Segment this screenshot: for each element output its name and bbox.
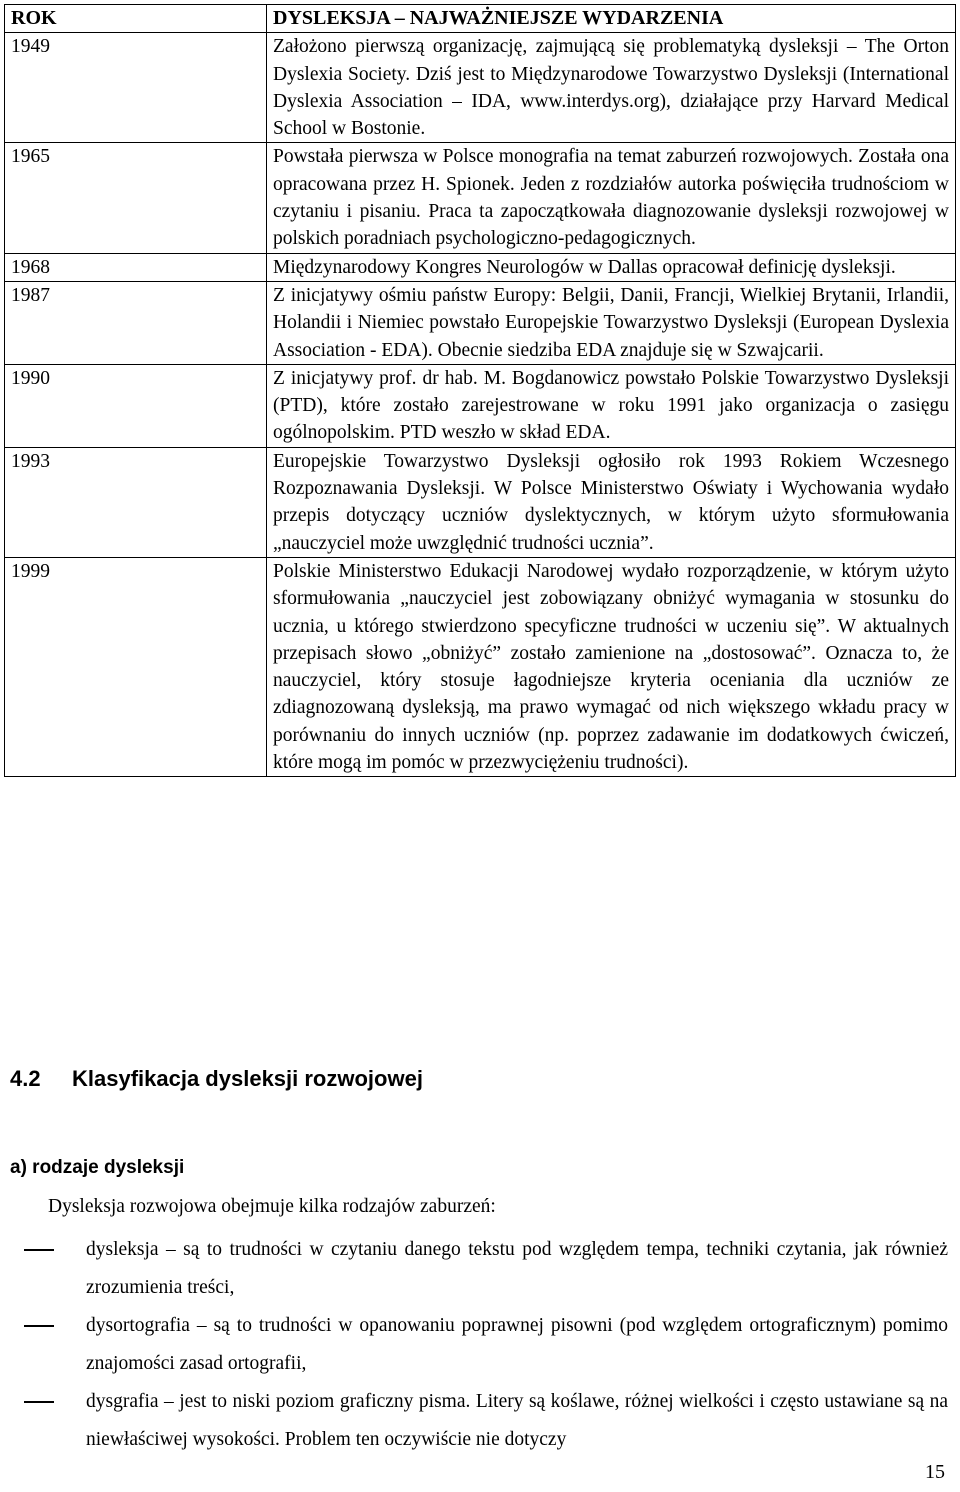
list-item-text: dysleksja – są to trudności w czytaniu danego tekstu pod względem tempa, techniki czytania, jak również zrozumienia treści,	[86, 1239, 948, 1298]
list-item	[10, 1383, 948, 1459]
events-column-header: DYSLEKSJA – NAJWAŻNIEJSZE WYDARZENIA	[267, 5, 956, 33]
dyslexia-timeline-table	[4, 4, 956, 777]
row-description: Europejskie Towarzystwo Dysleksji ogłosiło rok 1993 Rokiem Wczesnego Rozpoznawania Dysleksji. W Polsce Ministerstwo Oświaty i Wychowania wydało przepis dotyczący uczniów dyslektycznych, w którym użyto sformułowania „nauczyciel może uwzględnić trudności ucznia”.	[267, 447, 956, 557]
subsection-heading: a) rodzaje dysleksji	[10, 1157, 185, 1178]
row-description: Z inicjatywy ośmiu państw Europy: Belgii, Danii, Francji, Wielkiej Brytanii, Irlandii, Holandii i Niemiec powstało Europejskie Towarzystwo Dysleksji (European Dyslexia Association - EDA). Obecnie siedziba EDA znajduje się w Szwajcarii.	[267, 281, 956, 364]
section-heading	[10, 1064, 423, 1094]
row-year: 1968	[5, 253, 267, 281]
table-header-row	[5, 5, 956, 33]
table-row	[5, 281, 956, 364]
section-number: 4.2	[10, 1066, 41, 1091]
dyslexia-types-list	[10, 1231, 948, 1459]
list-item-text: dysgrafia – jest to niski poziom graficzny pisma. Litery są koślawe, różnej wielkości i często ustawiane są na niewłaściwej wysokości. Problem ten oczywiście nie dotyczy	[86, 1391, 948, 1450]
row-description: Międzynarodowy Kongres Neurologów w Dallas opracował definicję dysleksji.	[267, 253, 956, 281]
page-number: 15	[925, 1461, 945, 1483]
row-year: 1990	[5, 364, 267, 447]
list-item	[10, 1231, 948, 1307]
row-year: 1993	[5, 447, 267, 557]
row-description: Z inicjatywy prof. dr hab. M. Bogdanowicz powstało Polskie Towarzystwo Dysleksji (PTD), które zostało zarejestrowane w roku 1991 jako organizacja o zasięgu ogólnopolskim. PTD weszło w skład EDA.	[267, 364, 956, 447]
list-item	[10, 1307, 948, 1383]
row-year: 1949	[5, 33, 267, 143]
table-row	[5, 447, 956, 557]
table-row	[5, 557, 956, 776]
row-year: 1987	[5, 281, 267, 364]
intro-paragraph: Dysleksja rozwojowa obejmuje kilka rodzajów zaburzeń:	[48, 1196, 496, 1217]
row-year: 1999	[5, 557, 267, 776]
table-row	[5, 364, 956, 447]
row-description: Polskie Ministerstwo Edukacji Narodowej wydało rozporządzenie, w którym użyto sformułowania „nauczyciel jest zobowiązany obniżyć wymagania w stosunku do ucznia, u którego stwierdzono specyficzne trudności w uczeniu się”. W aktualnych przepisach słowo „obniżyć” zostało zamienione na „dostosować”. Oznacza to, że nauczyciel, który stosuje łagodniejsze kryteria oceniania dla uczniów ze zdiagnozowaną dysleksją, ma prawo wymagać od nich większego wkładu pracy w porównaniu do innych uczniów (np. poprzez zadawanie im dodatkowych ćwiczeń, które mogą im pomóc w przezwyciężeniu trudności).	[267, 557, 956, 776]
row-description: Założono pierwszą organizację, zajmującą się problematyką dysleksji – The Orton Dyslexia Society. Dziś jest to Międzynarodowe Towarzystwo Dysleksji (International Dyslexia Association – IDA, www.interdys.org), działające przy Harvard Medical School w Bostonie.	[267, 33, 956, 143]
table-row	[5, 253, 956, 281]
list-item-text: dysortografia – są to trudności w opanowaniu poprawnej pisowni (pod względem ortograficznym) pomimo znajomości zasad ortografii,	[86, 1315, 948, 1374]
table-row	[5, 33, 956, 143]
section-title-text: Klasyfikacja dysleksji rozwojowej	[72, 1066, 423, 1091]
row-description: Powstała pierwsza w Polsce monografia na temat zaburzeń rozwojowych. Została ona opracowana przez H. Spionek. Jeden z rozdziałów autorka poświęciła trudnościom w czytaniu i pisaniu. Praca ta zapoczątkowała diagnozowanie dysleksji rozwojowej w polskich poradniach psychologiczno-pedagogicznych.	[267, 143, 956, 253]
table-row	[5, 143, 956, 253]
year-column-header: ROK	[5, 5, 267, 33]
row-year: 1965	[5, 143, 267, 253]
